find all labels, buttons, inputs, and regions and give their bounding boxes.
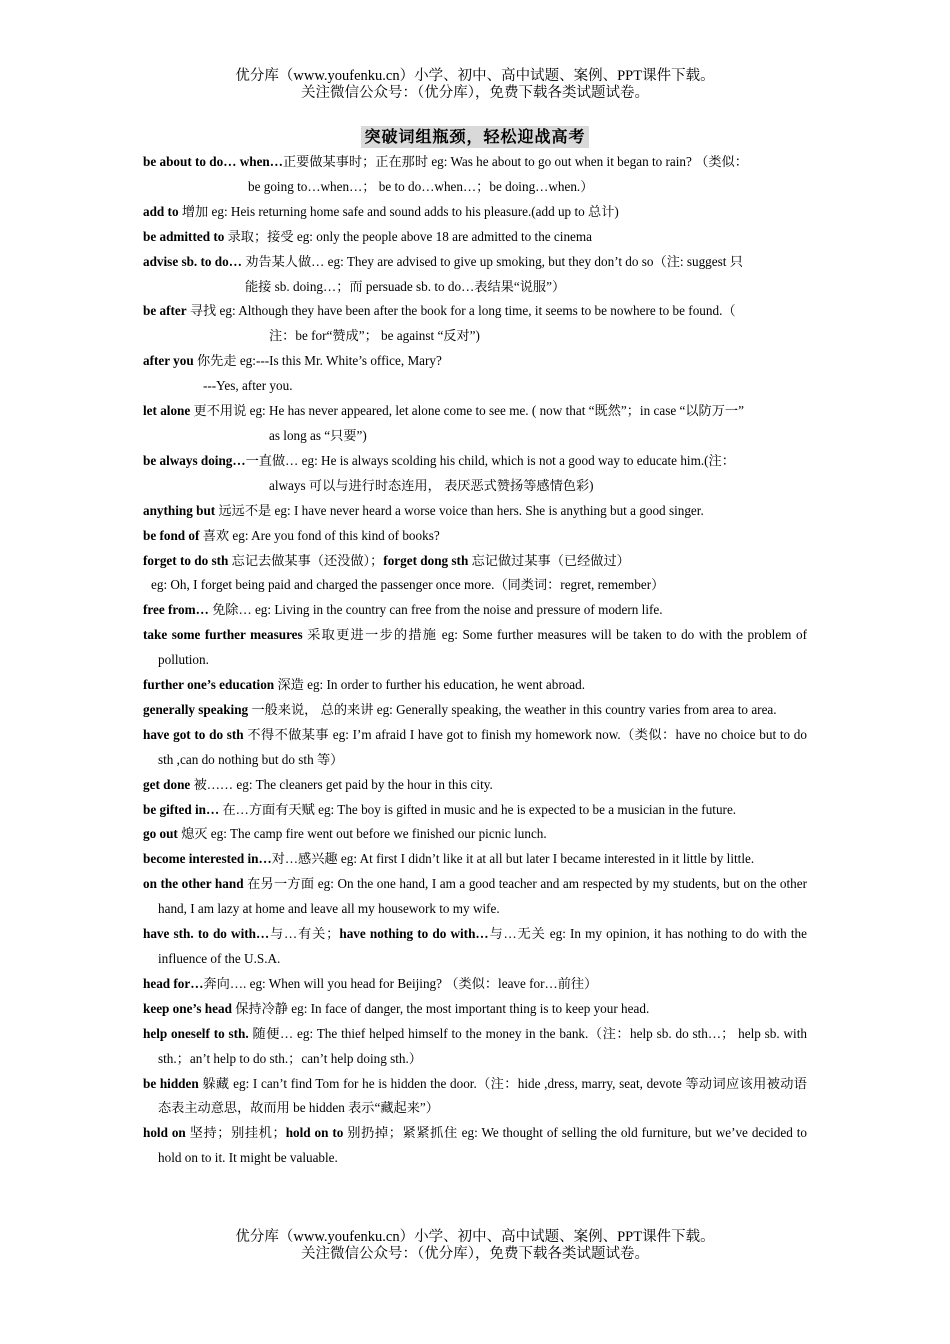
phrase-continuation: 能接 sb. doing…；而 persuade sb. to do…表结果“说服”） [245, 278, 566, 294]
page-header [0, 68, 950, 102]
phrase-text: 忘记去做某事（还没做）； [228, 552, 384, 568]
phrase-term: become interested in… [143, 851, 272, 867]
list-item [143, 623, 807, 673]
phrase-continuation: always 可以与进行时态连用， 表厌恶式赞扬等感情色彩) [269, 477, 594, 493]
phrase-text: 劝告某人做… eg: They are advised to give up smoking, but they don’t do so（注: suggest 只 [241, 253, 743, 269]
phrase-term: be fond of [143, 527, 200, 543]
list-item [143, 449, 807, 499]
phrase-text: 与…有关； [269, 926, 340, 942]
list-item [143, 847, 807, 872]
header-line-2: 关注微信公众号：（优分库），免费下载各类试题试卷。 [301, 85, 649, 101]
phrase-term: generally speaking [143, 701, 249, 717]
phrase-term: free from… [143, 602, 209, 618]
phrase-text: 在…方面有天赋 eg: The boy is gifted in music and he is expected to be a musician in the future. [219, 801, 737, 817]
list-item [143, 798, 807, 823]
list-item [143, 499, 807, 524]
phrase-term: hold on [143, 1125, 186, 1141]
phrase-term: have got to do sth [143, 726, 244, 742]
title-wrap [0, 126, 950, 148]
document-title: 突破词组瓶颈，轻松迎战高考 [361, 126, 588, 148]
phrase-text: 保持冷静 eg: In face of danger, the most important thing is to keep your head. [231, 1000, 650, 1016]
list-item [143, 773, 807, 798]
phrase-term: go out [143, 826, 178, 842]
phrase-term: help oneself to sth. [143, 1025, 249, 1041]
phrase-term: head for… [143, 975, 204, 991]
phrase-text: 随便… eg: The thief helped himself to the money in the bank.（注：help sb. do sth…； help sb. with sth.；an’t help to do sth.；can’t help doing sth.） [158, 1025, 807, 1066]
phrase-continuation: as long as “只要”) [269, 427, 367, 443]
phrase-continuation: be going to…when…； be to do…when…；be doing…when.） [248, 178, 594, 194]
list-item [143, 922, 807, 972]
phrase-text-2: 忘记做过某事（已经做过） [468, 552, 630, 568]
phrase-text: 躲藏 eg: I can’t find Tom for he is hidden the door.（注：hide ,dress, marry, seat, devote 等动词应该用被动语态表主动意思，故而用 be hidden 表示“藏起来”） [158, 1075, 807, 1116]
phrase-text-2: 与…无关 eg: In my opinion, it has nothing to do with the influence of the U.S.A. [158, 926, 808, 966]
phrase-text: 免除… eg: Living in the country can free from the noise and pressure of modern life. [208, 602, 663, 618]
list-item [143, 598, 807, 623]
page-footer [0, 1229, 950, 1263]
phrase-term: add to [143, 203, 179, 219]
list-item [143, 250, 807, 300]
phrase-text-2: 别扔掉；紧紧抓住 eg: We thought of selling the old furniture, but we’ve decided to hold on to it. It might be valuable. [158, 1125, 808, 1166]
list-item [143, 822, 807, 847]
phrase-term: be hidden [143, 1075, 199, 1091]
list-item [143, 1121, 807, 1171]
phrase-term: further one’s education [143, 677, 275, 693]
footer-line-2: 关注微信公众号：（优分库），免费下载各类试题试卷。 [301, 1246, 649, 1262]
list-item [143, 349, 807, 399]
phrase-term-2: forget dong sth [383, 552, 469, 568]
list-item [143, 524, 807, 549]
phrase-text: 在另一方面 eg: On the one hand, I am a good teacher and am respected by my students, but on the other hand, I am lazy at home and leave all my housework to my wife. [158, 876, 807, 917]
phrase-term: be always doing… [143, 452, 246, 468]
phrase-text: 坚持；别挂机； [185, 1125, 286, 1141]
phrase-term-2: have nothing to do with… [339, 926, 489, 942]
list-item [143, 1022, 807, 1072]
list-item [143, 549, 807, 599]
phrase-term: be gifted in… [143, 801, 220, 817]
list-item [143, 972, 807, 997]
list-item [143, 399, 807, 449]
phrase-text: 录取；接受 eg: only the people above 18 are admitted to the cinema [224, 228, 593, 244]
phrase-text: 奔向…. eg: When will you head for Beijing? （类似：leave for…前往） [203, 975, 598, 991]
phrase-continuation: ---Yes, after you. [203, 378, 293, 394]
list-item [143, 673, 807, 698]
list-item [143, 997, 807, 1022]
phrase-text: 一般来说， 总的来讲 eg: Generally speaking, the weather in this country varies from area to area. [248, 701, 777, 717]
phrase-term: take some further measures [143, 627, 303, 643]
phrase-term: have sth. to do with… [143, 926, 270, 942]
list-item [143, 200, 807, 225]
footer-line-1: 优分库（www.youfenku.cn）小学、初中、高中试题、案例、PPT课件下载。 [235, 1229, 715, 1245]
phrase-text: 被…… eg: The cleaners get paid by the hour in this city. [190, 776, 493, 792]
list-item [143, 299, 807, 349]
list-item [143, 150, 807, 200]
phrase-continuation: eg: Oh, I forget being paid and charged the passenger once more.（同类词：regret, remember） [151, 577, 665, 593]
phrase-text: 对…感兴趣 eg: At first I didn’t like it at all but later I became interested in it little by little. [271, 851, 755, 867]
phrase-text: 更不用说 eg: He has never appeared, let alone come to see me. ( now that “既然”；in case “以防万一” [190, 403, 744, 419]
phrase-term: anything but [143, 502, 216, 518]
phrase-text: 喜欢 eg: Are you fond of this kind of books? [199, 527, 440, 543]
phrase-term: keep one’s head [143, 1000, 232, 1016]
phrase-text: 熄灭 eg: The camp fire went out before we finished our picnic lunch. [177, 826, 547, 842]
phrase-list [143, 150, 807, 1171]
phrase-term: be after [143, 303, 187, 319]
phrase-text: 正要做某事时；正在那时 eg: Was he about to go out when it began to rain? （类似： [282, 154, 748, 169]
phrase-text: 深造 eg: In order to further his education, he went abroad. [274, 677, 586, 693]
list-item [143, 723, 807, 773]
list-item [143, 225, 807, 250]
phrase-text: 不得不做某事 eg: I’m afraid I have got to finish my homework now.（类似：have no choice but to do sth ,can do nothing but do sth 等） [158, 726, 807, 767]
phrase-term-2: hold on to [285, 1125, 344, 1141]
phrase-continuation: 注：be for“赞成”； be against “反对”) [269, 328, 480, 344]
list-item [143, 872, 807, 922]
phrase-term: get done [143, 776, 191, 792]
phrase-text: 一直做… eg: He is always scolding his child, which is not a good way to educate him.(注： [245, 452, 735, 468]
phrase-text: 增加 eg: Heis returning home safe and sound adds to his pleasure.(add up to 总计) [178, 203, 619, 219]
phrase-term: be about to do… when… [143, 154, 283, 169]
list-item [143, 698, 807, 723]
phrase-text: 采取更进一步的措施 eg: Some further measures will be taken to do with the problem of pollution. [158, 627, 807, 668]
header-line-1: 优分库（www.youfenku.cn）小学、初中、高中试题、案例、PPT课件下载。 [235, 68, 715, 84]
phrase-text: 寻找 eg: Although they have been after the book for a long time, it seems to be nowhere to be found.（ [186, 303, 736, 319]
phrase-term: forget to do sth [143, 552, 229, 568]
phrase-text: 你先走 eg:---Is this Mr. White’s office, Mary? [193, 353, 442, 369]
phrase-term: advise sb. to do… [143, 253, 242, 269]
phrase-term: be admitted to [143, 228, 225, 244]
list-item [143, 1072, 807, 1122]
phrase-term: after you [143, 353, 194, 369]
phrase-text: 远远不是 eg: I have never heard a worse voice than hers. She is anything but a good singer. [215, 502, 704, 518]
phrase-term: let alone [143, 403, 191, 419]
phrase-term: on the other hand [143, 876, 244, 892]
